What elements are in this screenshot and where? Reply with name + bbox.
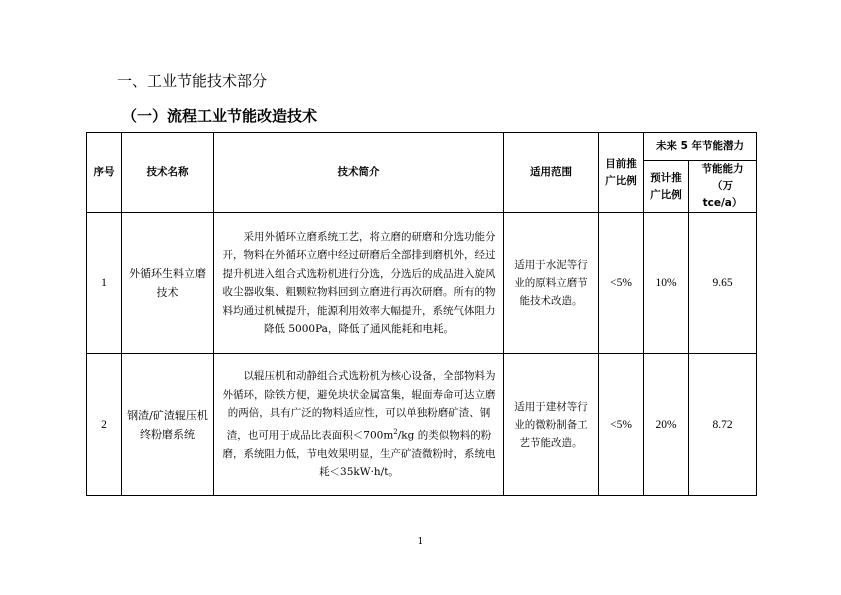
row-capacity: 8.72 xyxy=(689,354,757,496)
row-current-ratio: <5% xyxy=(599,354,644,496)
row-current-ratio: <5% xyxy=(599,213,644,354)
technology-table xyxy=(86,132,757,496)
header-expected-ratio: 预计推广比例 xyxy=(644,161,689,213)
header-intro: 技术简介 xyxy=(214,133,504,213)
row-tech-intro: 采用外循环立磨系统工艺，将立磨的研磨和分选功能分开，物料在外循环立磨中经过研磨后全部排到磨机外，经过提升机进入组合式选粉机进行分选，分选后的成品进入旋风收尘器收集、粗颗粒物料回到立磨进行再次研磨。所有的物料均通过机械提升，能源利用效率大幅提升，系统气体阻力降低 5000Pa，降低了通风能耗和电耗。 xyxy=(214,213,504,354)
header-name: 技术名称 xyxy=(122,133,214,213)
header-capacity: 节能能力（万 tce/a） xyxy=(689,161,757,213)
row-tech-name: 钢渣/矿渣辊压机终粉磨系统 xyxy=(122,354,214,496)
row-seq: 2 xyxy=(87,354,122,496)
subsection-heading: （一）流程工业节能改造技术 xyxy=(122,107,318,125)
row-scope: 适用于水泥等行业的原料立磨节能技术改造。 xyxy=(504,213,599,354)
intro-text-continued: /kg 的类似物料的粉磨，系统阻力低，节电效果明显，生产矿渣微粉时，系统电耗＜35kW·h/t。 xyxy=(222,429,496,479)
row-expected-ratio: 20% xyxy=(644,354,689,496)
section-heading: 一、工业节能技术部分 xyxy=(117,72,268,90)
row-capacity: 9.65 xyxy=(689,213,757,354)
row-expected-ratio: 10% xyxy=(644,213,689,354)
row-tech-name: 外循环生料立磨技术 xyxy=(122,213,214,354)
table-row xyxy=(87,213,757,354)
header-future-potential: 未来 5 年节能潜力 xyxy=(644,133,757,161)
page-number: 1 xyxy=(417,537,424,547)
header-scope: 适用范围 xyxy=(504,133,599,213)
header-current-ratio: 目前推广比例 xyxy=(599,133,644,213)
header-seq: 序号 xyxy=(87,133,122,213)
table-header-row xyxy=(87,133,757,161)
superscript-2: 2 xyxy=(393,427,398,436)
row-seq: 1 xyxy=(87,213,122,354)
row-scope: 适用于建材等行业的微粉制备工艺节能改造。 xyxy=(504,354,599,496)
row-tech-intro xyxy=(214,354,504,496)
intro-text: 以辊压机和动静组合式选粉机为核心设备，全部物料为外循环，除铁方便，避免块状金属富集，辊面寿命可达立磨的两倍，具有广泛的物料适应性，可以单独粉磨矿渣、钢渣，也可用于成品比表面积＜700m xyxy=(222,370,496,442)
table-row xyxy=(87,354,757,496)
